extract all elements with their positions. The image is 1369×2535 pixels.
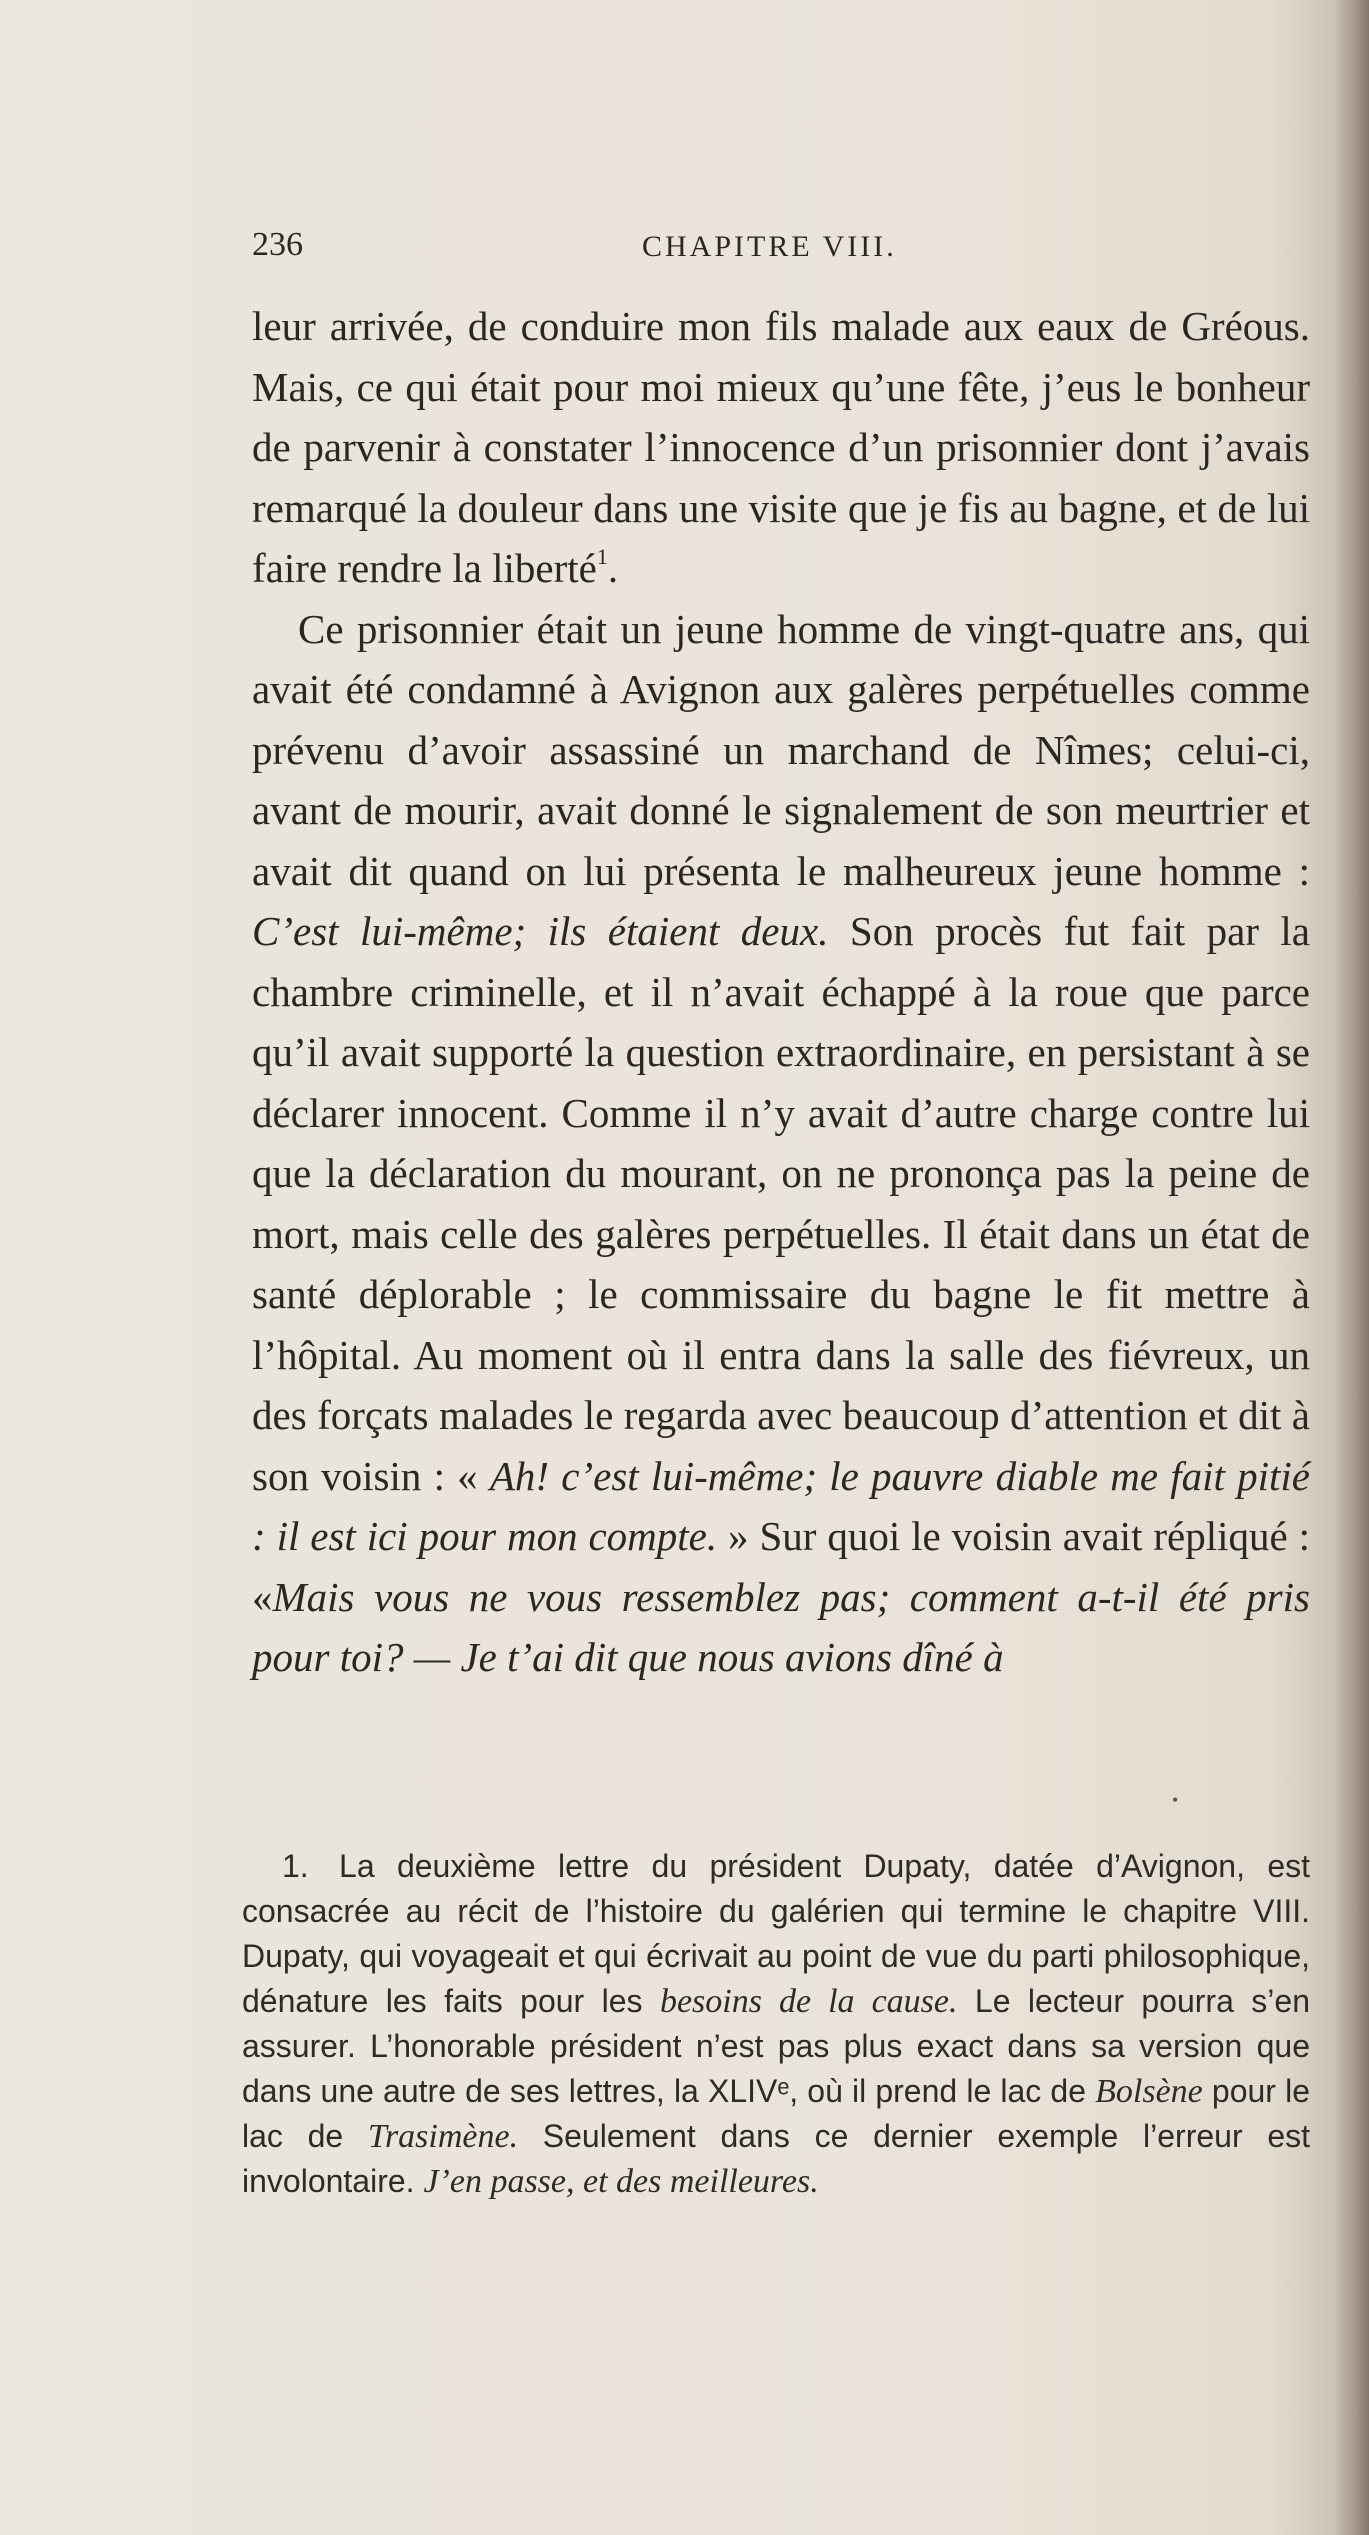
page-number: 236 [252, 226, 303, 263]
quote-3: Mais vous ne vous ressemblez pas; comment a-t-il été pris pour toi? — Je t’ai dit que nous avions dîné à [252, 1573, 1310, 1680]
footnote-part-3: pour le lac de [242, 2073, 1311, 2154]
paragraph-1 [252, 296, 1310, 599]
footnote-part-1: La deuxième lettre du président Dupaty, datée d’Avignon, est consacrée au récit de l’histoire du galérien qui termine le chapitre VIII. Dupaty, qui voyageait et qui écrivait au point de vue du parti philosophique, dénature les faits pour les [242, 1848, 1310, 2019]
footnote-ref: 1 [596, 544, 608, 569]
footnote-italic-3: Trasimène. [367, 2118, 519, 2155]
footnote-italic-2: Bolsène [1095, 2073, 1203, 2110]
quote-2: Ah! c’est lui-même; le pauvre diable me fait pitié : il est ici pour mon compte. [252, 1452, 1310, 1559]
printer-mark: • [1172, 1790, 1179, 1810]
paragraph-2 [252, 599, 1310, 1688]
footnote-paragraph [242, 1844, 1310, 2204]
footnote-part-4: Seulement dans ce dernier exemple l’erreur est involontaire. [242, 2118, 1311, 2199]
body-text [252, 296, 1310, 1688]
footnote-number: 1. [282, 1848, 309, 1884]
quote-1: C’est lui-même; ils étaient deux. [252, 908, 829, 954]
paragraph-1-text: leur arrivée, de conduire mon fils malade aux eaux de Gréous. Mais, ce qui était pour moi mieux qu’une fête, j’eus le bonheur de parvenir à constater l’innocence d’un prisonnier dont j’avais remarqué la douleur dans une visite que je fis au bagne, et de lui faire rendre la liberté [252, 303, 1310, 591]
running-head: CHAPITRE VIII. [642, 230, 897, 263]
footnote [242, 1844, 1310, 2204]
paragraph-2-part-3: » Sur quoi le voisin avait répliqué : « [252, 1513, 1310, 1620]
footnote-italic-1: besoins de la cause. [659, 1983, 958, 2020]
paragraph-2-part-2: Son procès fut fait par la chambre criminelle, et il n’avait échappé à la roue que parce qu’il avait supporté la question extraordinaire, en persistant à se déclarer innocent. Comme il n’y avait d’autre charge contre lui que la déclaration du mourant, on ne prononça pas la peine de mort, mais celle des galères perpétuelles. Il était dans un état de santé déplorable ; le commissaire du bagne le fit mettre à l’hôpital. Au moment où il entra dans la salle des fiévreux, un des forçats malades le regarda avec beaucoup d’attention et dit à son voisin : « [252, 908, 1310, 1499]
paragraph-1-end: . [607, 545, 619, 591]
page-edge-shadow [1335, 0, 1369, 2535]
footnote-part-2: Le lecteur pourra s’en assurer. L’honorable président n’est pas plus exact dans sa version que dans une autre de ses lettres, la XLIVᵉ, où il prend le lac de [242, 1983, 1311, 2109]
page-header [252, 226, 1310, 270]
paragraph-2-part-1: Ce prisonnier était un jeune homme de vingt-quatre ans, qui avait été condamné à Avignon aux galères perpétuelles comme prévenu d’avoir assassiné un marchand de Nîmes; celui-ci, avant de mourir, avait donné le signalement de son meurtrier et avait dit quand on lui présenta le malheureux jeune homme : [252, 605, 1310, 894]
footnote-italic-4: J’en passe, et des meilleures. [423, 2163, 819, 2200]
